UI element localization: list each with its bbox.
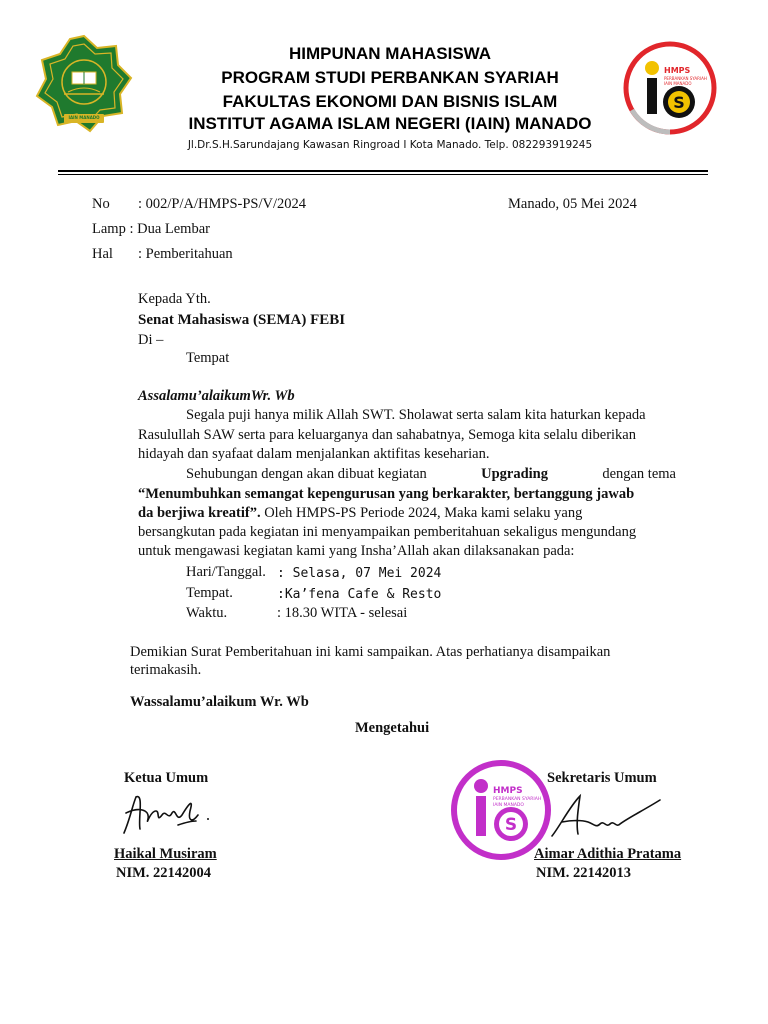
hmps-logo-subtext: PERBANKAN SYARIAH (664, 76, 707, 81)
stamp-subtext2: IAIN MANADO (493, 803, 524, 808)
paragraph-1-line-1: Segala puji hanya milik Allah SWT. Sholawat serta salam kita haturkan kepada (186, 407, 646, 423)
svg-text:S: S (504, 815, 518, 835)
day-label: Hari/Tanggal. (186, 564, 266, 580)
lamp-line: Lamp : Dua Lembar (92, 221, 210, 237)
right-signature (548, 790, 668, 842)
svg-text:S: S (673, 93, 685, 112)
day-value: : Selasa, 07 Mei 2024 (277, 566, 442, 581)
right-signer-name: Aimar Adithia Pratama (534, 846, 682, 862)
left-signature (118, 789, 218, 839)
letter-number: : 002/P/A/HMPS-PS/V/2024 (138, 196, 307, 212)
program-name: PROGRAM STUDI PERBANKAN SYARIAH (221, 68, 559, 87)
mengetahui: Mengetahui (355, 720, 430, 736)
paragraph-2-line-4: bersangkutan pada kegiatan ini menyampaikan pemberitahuan sekaligus mengundang (138, 524, 637, 540)
left-signer-nim: NIM. 22142004 (116, 865, 212, 881)
header-rule (58, 170, 708, 172)
paragraph-2-tema: dengan tema (602, 466, 676, 482)
paragraph-2-line-5: untuk mengawasi kegiatan kami yang Insha’Allah akan dilaksanakan pada: (138, 543, 575, 559)
handwritten-signature-icon (118, 789, 218, 839)
hmps-logo-text: HMPS (664, 66, 691, 75)
paragraph-2-line-3 (138, 504, 582, 523)
faculty-name: FAKULTAS EKONOMI DAN BISNIS ISLAM (222, 92, 558, 111)
place-value: :Ka’fena Cafe & Resto (277, 587, 442, 602)
no-label: No (92, 196, 110, 212)
hmps-logo (622, 40, 718, 136)
time-value: : 18.30 WITA - selesai (277, 605, 408, 621)
address: Jl.Dr.S.H.Sarundajang Kawasan Ringroad I Kota Manado. Telp. 082293919245 (187, 139, 593, 151)
paragraph-1-line-2: Rasulullah SAW serta para keluarganya dan sahabatnya, Semoga kita selalu diberikan (138, 427, 636, 443)
org-name: HIMPUNAN MAHASISWA (288, 44, 492, 63)
theme-line-1: “Menumbuhkan semangat kepengurusan yang berkarakter, bertanggung jawab (138, 486, 635, 502)
hal-label: Hal (92, 246, 113, 262)
closing-line-1: Demikian Surat Pemberitahuan ini kami sampaikan. Atas perhatianya disampaikan (130, 644, 611, 660)
hmps-logo-icon (622, 40, 718, 136)
recipient-greeting: Kepada Yth. (138, 291, 211, 307)
salam-closing: Wassalamu’alaikum Wr. Wb (130, 694, 309, 710)
place-label: Tempat. (186, 585, 233, 601)
stamp-text: HMPS (493, 786, 523, 796)
salam-opening: Assalamu’alaikumWr. Wb (138, 388, 295, 404)
hal-value: : Pemberitahuan (138, 246, 233, 262)
recipient-di: Di – (138, 332, 164, 348)
left-signer-name: Haikal Musiram (114, 846, 217, 862)
theme-line-2: da berjiwa kreatif”. (138, 505, 261, 521)
hmps-logo-subtext2: IAIN MANADO (664, 81, 692, 86)
letter-date: Manado, 05 Mei 2024 (508, 196, 637, 212)
right-signer-nim: NIM. 22142013 (536, 865, 632, 881)
paragraph-2-organizer: Oleh HMPS-PS Periode 2024, Maka kami selaku yang (260, 505, 583, 521)
iain-logo-banner: IAIN MANADO (68, 115, 100, 120)
recipient-place: Tempat (186, 350, 230, 366)
handwritten-signature-icon (548, 790, 668, 842)
iain-logo (34, 34, 134, 134)
institute-name: INSTITUT AGAMA ISLAM NEGERI (IAIN) MANADO (188, 114, 592, 133)
paragraph-1-line-3: hidayah dan syafaat dalam menjalankan aktifitas keseharian. (138, 446, 490, 462)
closing-line-2: terimakasih. (130, 662, 202, 678)
paragraph-2-line-1 (186, 465, 676, 484)
stamp-subtext: PERBANKAN SYARIAH (493, 797, 542, 802)
paragraph-2-intro: Sehubungan dengan akan dibuat kegiatan (186, 466, 427, 482)
recipient-name: Senat Mahasiswa (SEMA) FEBI (138, 312, 346, 328)
event-name: Upgrading (481, 466, 548, 482)
time-label: Waktu. (186, 605, 228, 621)
header-rule-thin (58, 174, 708, 175)
left-signer-title: Ketua Umum (124, 770, 209, 786)
right-signer-title: Sekretaris Umum (547, 770, 657, 786)
